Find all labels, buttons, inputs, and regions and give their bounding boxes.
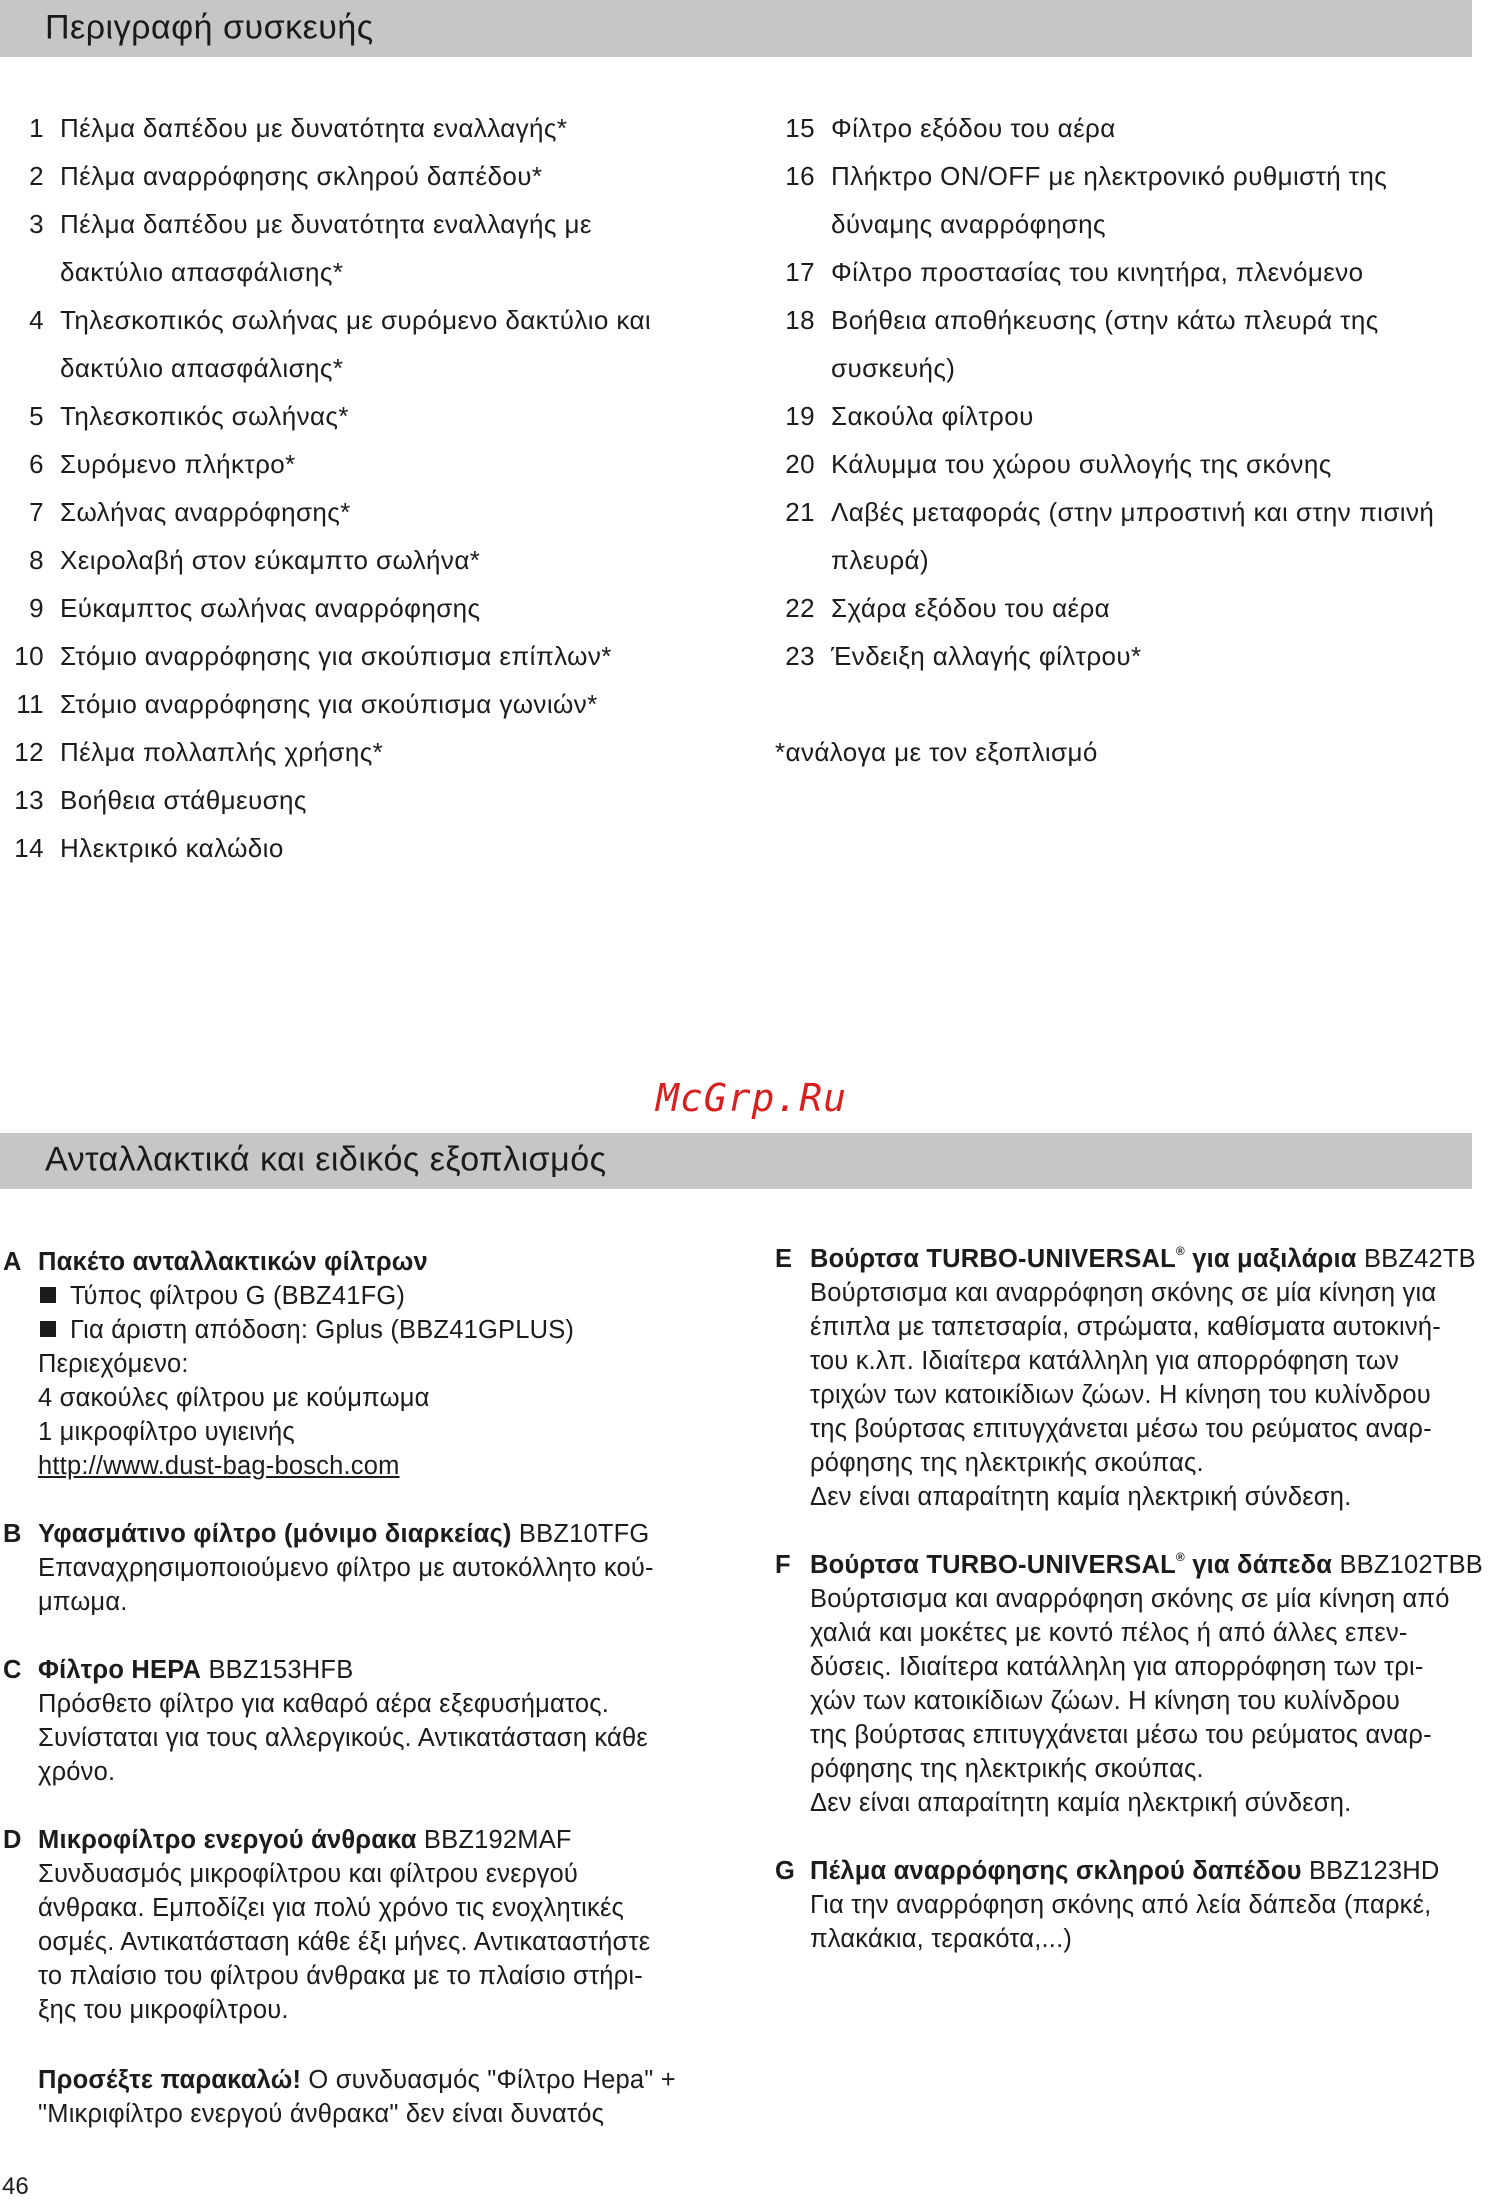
item-text: Ηλεκτρικό καλώδιο	[60, 833, 284, 863]
item-number	[0, 344, 44, 392]
parts-list-line	[0, 248, 760, 296]
item-number: 4	[29, 305, 44, 335]
item-text: πλευρά)	[831, 545, 930, 575]
parts-list-line	[0, 440, 760, 488]
accessory-entry-a	[0, 1245, 730, 1483]
item-number: 17	[785, 257, 815, 287]
parts-list-line	[0, 824, 760, 872]
text-line: έπιπλα με ταπετσαρία, στρώματα, καθίσματα αυτοκινή-	[810, 1313, 1441, 1341]
note-line2: "Μικριφίλτρο ενεργού άνθρακα" δεν είναι δυνατός	[38, 2100, 605, 2128]
text-line: Για την αναρρόφηση σκόνης από λεία δάπεδα (παρκέ,	[810, 1891, 1432, 1919]
item-number: 19	[785, 401, 815, 431]
entry-code: BBZ10TFG	[518, 1520, 650, 1548]
page-number: 46	[2, 2173, 29, 2200]
item-number: 23	[785, 641, 815, 671]
item-number: 20	[785, 449, 815, 479]
accessories-right-column	[775, 1242, 1503, 1956]
text-line: ρόφησης της ηλεκτρικής σκούπας.	[810, 1449, 1204, 1477]
text-line: το πλαίσιο του φίλτρου άνθρακα με το πλαίσιο στήρι-	[38, 1962, 643, 1990]
attention-note	[38, 2063, 676, 2131]
entry-letter: F	[775, 1551, 791, 1579]
parts-list-line	[0, 392, 760, 440]
text-line: οσμές. Αντικατάσταση κάθε έξι μήνες. Αντικαταστήστε	[38, 1928, 651, 1956]
text-line: Επαναχρησιμοποιούμενο φίλτρο με αυτοκόλλητο κού-	[38, 1554, 654, 1582]
parts-list-line	[0, 728, 760, 776]
accessory-entry-f	[775, 1548, 1503, 1820]
accessory-entry-d	[0, 1823, 730, 2027]
item-text: Στόμιο αναρρόφησης για σκούπισμα γωνιών*	[60, 689, 598, 719]
parts-list-right	[775, 104, 1495, 680]
accessory-entry-g	[775, 1854, 1503, 1956]
entry-letter: D	[3, 1826, 22, 1854]
item-number: 12	[14, 737, 44, 767]
item-text: Πέλμα δαπέδου με δυνατότητα εναλλαγής*	[60, 113, 568, 143]
text-line: χρόνο.	[38, 1758, 116, 1786]
entry-code: BBZ102TBB	[1339, 1551, 1483, 1579]
entry-heading: Πακέτο ανταλλακτικών φίλτρων	[38, 1248, 428, 1276]
parts-list-line	[0, 584, 760, 632]
parts-list-line	[775, 536, 1495, 584]
entry-code: BBZ42TB	[1363, 1245, 1476, 1273]
entry-code: BBZ153HFB	[208, 1656, 354, 1684]
parts-list-line	[0, 344, 760, 392]
text-line: Βούρτσισμα και αναρρόφηση σκόνης σε μία κίνηση από	[810, 1585, 1450, 1613]
item-text: Κάλυμμα του χώρου συλλογής της σκόνης	[831, 449, 1332, 479]
footnote: *ανάλογα με τον εξοπλισμό	[775, 737, 1098, 767]
text-line: Συνίσταται για τους αλλεργικούς. Αντικατάσταση κάθε	[38, 1724, 648, 1752]
item-text: Σακούλα φίλτρου	[831, 401, 1034, 431]
item-number	[775, 200, 815, 248]
item-text: Τηλεσκοπικός σωλήνας*	[60, 401, 349, 431]
entry-heading: Βούρτσα TURBO-UNIVERSAL® για δάπεδα	[810, 1550, 1333, 1579]
text-line: της βούρτσας επιτυγχάνεται μέσω του ρεύματος αναρ-	[810, 1721, 1432, 1749]
accessory-entry-b	[0, 1517, 730, 1619]
entry-heading: Μικροφίλτρο ενεργού άνθρακα	[38, 1826, 417, 1854]
note-text: Ο συνδυασμός "Φίλτρο Hepa" +	[301, 2066, 676, 2094]
parts-list-line	[775, 392, 1495, 440]
item-text: Σωλήνας αναρρόφησης*	[60, 497, 351, 527]
item-number: 5	[29, 401, 44, 431]
item-number: 13	[14, 785, 44, 815]
item-number: 10	[14, 641, 44, 671]
text-line: ξης του μικροφίλτρου.	[38, 1996, 289, 2024]
item-text: Σχάρα εξόδου του αέρα	[831, 593, 1111, 623]
parts-list-line	[775, 104, 1495, 152]
parts-list-line	[775, 344, 1495, 392]
entry-letter: A	[3, 1248, 22, 1276]
parts-list-line	[0, 104, 760, 152]
item-text: Λαβές μεταφοράς (στην μπροστινή και στην πισινή	[831, 497, 1435, 527]
parts-list-line	[775, 200, 1495, 248]
note-bold: Προσέξτε παρακαλώ!	[38, 2066, 302, 2094]
item-number: 16	[785, 161, 815, 191]
section-header-bar	[0, 1133, 1472, 1189]
text-line: χαλιά και μοκέτες με κοντό πέλος ή από άλλες επεν-	[810, 1619, 1408, 1647]
item-number: 15	[785, 113, 815, 143]
entry-heading: Βούρτσα TURBO-UNIVERSAL® για μαξιλάρια	[810, 1244, 1357, 1273]
parts-list-line	[0, 200, 760, 248]
entry-code: BBZ192MAF	[423, 1826, 572, 1854]
item-number: 9	[29, 593, 44, 623]
entry-heading: Υφασμάτινο φίλτρο (μόνιμο διαρκείας)	[38, 1520, 512, 1548]
parts-list-line	[0, 776, 760, 824]
item-number: 18	[785, 305, 815, 335]
item-number: 8	[29, 545, 44, 575]
section-title-device-description: Περιγραφή συσκευής	[45, 8, 374, 47]
parts-list-line	[0, 536, 760, 584]
item-text: συσκευής)	[831, 353, 956, 383]
parts-list-line	[775, 152, 1495, 200]
entry-letter: G	[775, 1857, 796, 1885]
square-bullet-icon	[40, 1287, 56, 1303]
item-text: δακτύλιο απασφάλισης*	[60, 257, 344, 287]
item-text: Πέλμα πολλαπλής χρήσης*	[60, 737, 384, 767]
item-number: 11	[16, 689, 44, 719]
item-number: 22	[785, 593, 815, 623]
text-line: Συνδυασμός μικροφίλτρου και φίλτρου ενεργού	[38, 1860, 579, 1888]
item-text: Τηλεσκοπικός σωλήνας με συρόμενο δακτύλιο και	[60, 305, 652, 335]
dust-bag-link[interactable]: http://www.dust-bag-bosch.com	[38, 1452, 400, 1480]
text-line: Πρόσθετο φίλτρο για καθαρό αέρα εξεφυσήματος.	[38, 1690, 609, 1718]
parts-list-line	[775, 296, 1495, 344]
item-number: 14	[14, 833, 44, 863]
item-text: Ένδειξη αλλαγής φίλτρου*	[831, 641, 1142, 671]
item-text: Στόμιο αναρρόφησης για σκούπισμα επίπλων*	[60, 641, 612, 671]
text-line: τριχών των κατοικίδιων ζώων. Η κίνηση του κυλίνδρου	[810, 1381, 1431, 1409]
parts-list-line	[0, 632, 760, 680]
item-number: 1	[29, 113, 44, 143]
watermark-text: McGrp.Ru	[656, 1076, 848, 1120]
text-line: μπωμα.	[38, 1588, 128, 1616]
item-text: Βοήθεια αποθήκευσης (στην κάτω πλευρά της	[831, 305, 1379, 335]
item-number: 6	[29, 449, 44, 479]
parts-list-line	[775, 632, 1495, 680]
text-line: 4 σακούλες φίλτρου με κούμπωμα	[38, 1384, 430, 1412]
item-text: Πλήκτρο ON/OFF με ηλεκτρονικό ρυθμιστή της	[831, 161, 1388, 191]
text-line: δύσεις. Ιδιαίτερα κατάλληλη για απορρόφηση των τρι-	[810, 1653, 1424, 1681]
parts-list-line	[775, 440, 1495, 488]
item-text: Εύκαμπτος σωλήνας αναρρόφησης	[60, 593, 481, 623]
registered-mark: ®	[1175, 1244, 1185, 1258]
item-text: δύναμης αναρρόφησης	[831, 209, 1106, 239]
parts-list-line	[0, 296, 760, 344]
section-title-accessories: Ανταλλακτικά και ειδικός εξοπλισμός	[45, 1140, 607, 1179]
item-number: 7	[29, 497, 44, 527]
square-bullet-icon	[40, 1321, 56, 1337]
text-line: άνθρακα. Εμποδίζει για πολύ χρόνο τις ενοχλητικές	[38, 1894, 625, 1922]
item-text: δακτύλιο απασφάλισης*	[60, 353, 344, 383]
item-number	[775, 536, 815, 584]
text-line: ρόφησης της ηλεκτρικής σκούπας.	[810, 1755, 1204, 1783]
accessory-entry-c	[0, 1653, 730, 1789]
text-line: πλακάκια, τερακότα,...)	[810, 1925, 1073, 1953]
accessories-left-column	[0, 1245, 730, 2027]
parts-list-line	[0, 680, 760, 728]
entry-letter: C	[3, 1656, 22, 1684]
entry-letter: B	[3, 1520, 22, 1548]
text-line: του κ.λπ. Ιδιαίτερα κατάλληλη για απορρόφηση των	[810, 1347, 1400, 1375]
item-text: Χειρολαβή στον εύκαμπτο σωλήνα*	[60, 545, 481, 575]
item-text: Πέλμα αναρρόφησης σκληρού δαπέδου*	[60, 161, 543, 191]
parts-list-line	[0, 488, 760, 536]
entry-heading: Φίλτρο HEPA	[38, 1656, 202, 1684]
item-number: 3	[29, 209, 44, 239]
bullet-item: Τύπος φίλτρου G (BBZ41FG)	[38, 1279, 730, 1313]
parts-list-left	[0, 104, 760, 872]
registered-mark: ®	[1175, 1550, 1185, 1564]
entry-code: BBZ123HD	[1308, 1857, 1440, 1885]
parts-list-line	[775, 488, 1495, 536]
parts-list-line	[0, 152, 760, 200]
bullet-item: Για άριστη απόδοση: Gplus (BBZ41GPLUS)	[38, 1313, 730, 1347]
item-text: Βοήθεια στάθμευσης	[60, 785, 307, 815]
accessory-entry-e	[775, 1242, 1503, 1514]
text-line: Δεν είναι απαραίτητη καμία ηλεκτρική σύνδεση.	[810, 1789, 1352, 1817]
text-line: της βούρτσας επιτυγχάνεται μέσω του ρεύματος αναρ-	[810, 1415, 1432, 1443]
text-line: Βούρτσισμα και αναρρόφηση σκόνης σε μία κίνηση για	[810, 1279, 1437, 1307]
text-line: Περιεχόμενο:	[38, 1350, 189, 1378]
item-text: Συρόμενο πλήκτρο*	[60, 449, 296, 479]
text-line: χών των κατοικίδιων ζώων. Η κίνηση του κυλίνδρου	[810, 1687, 1400, 1715]
text-line: 1 μικροφίλτρο υγιεινής	[38, 1418, 295, 1446]
parts-list-line	[775, 248, 1495, 296]
item-text: Πέλμα δαπέδου με δυνατότητα εναλλαγής με	[60, 209, 592, 239]
item-number	[775, 344, 815, 392]
entry-letter: E	[775, 1245, 793, 1273]
item-number: 2	[29, 161, 44, 191]
text-line: Δεν είναι απαραίτητη καμία ηλεκτρική σύνδεση.	[810, 1483, 1352, 1511]
item-text: Φίλτρο προστασίας του κινητήρα, πλενόμενο	[831, 257, 1364, 287]
item-number: 21	[785, 497, 815, 527]
item-text: Φίλτρο εξόδου του αέρα	[831, 113, 1116, 143]
section-header-bar	[0, 0, 1472, 57]
entry-heading: Πέλμα αναρρόφησης σκληρού δαπέδου	[810, 1857, 1302, 1885]
parts-list-line	[775, 584, 1495, 632]
item-number	[0, 248, 44, 296]
